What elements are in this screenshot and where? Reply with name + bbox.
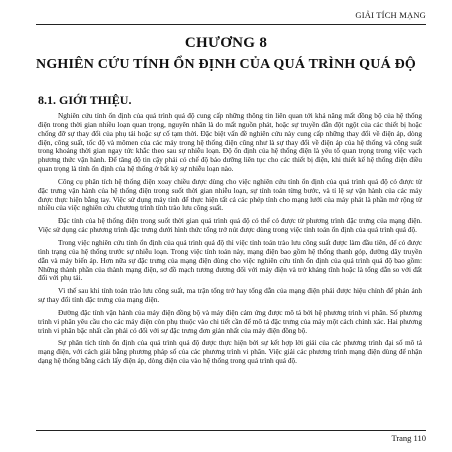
section-heading: 8.1. GIỚI THIỆU. [38,93,132,107]
page-number: Trang 110 [391,433,426,443]
body-text [38,112,422,370]
paragraph-7: Sự phân tích tính ổn định của quá trình quá độ được thực hiện bởi sự kết hợp lời giải của các phương trình đại số mô tả mạng điện, với cách giải bằng phương pháp số của các phương trình vi phân. Việc giải các phương trình mạng điện dùng để nhận dạng hệ thống bằng cách lấy điện áp, dòng điện của vào hệ thống trong quá trình quá độ. [38,338,422,366]
running-title: GIẢI TÍCH MẠNG [355,10,426,20]
paragraph-1: Nghiên cứu tính ổn định của quá trình quá độ cung cấp những thông tin liên quan tới khả năng mất đồng bộ của hệ thống điện trong thời gian nhiều loạn quan trọng, nguyên nhân là do mất nguồn phát, hoặc sự truyền dẫn đột ngột của các thiết bị hoặc chống đỡ sự thay đổi của phụ tải hoặc sự cố tạm thời. Đặc biệt vấn đề nghiên cứu này cung cấp những thay đổi về điện áp, dòng điện, công suất, tốc độ và mômen của các máy trong hệ thống điện cũng như là sự thay đổi về điện áp của hệ thống và công suất trong khoảng thời gian ngay tức khắc theo sau sự nhiễu loạn. Độ ổn định của hệ thống điện là yêu tố quan trọng trong việc vạch phương thức vận hành. Để tăng độ tin cậy phải có chế độ bảo dưỡng liên tục cho các thiết bị điện, khi thiết kế hệ thống điện điều quan trọng là tính ổn định của hệ thống ở bất kỳ sự nhiễu loạn nào. [38,111,422,174]
paragraph-2: Công cụ phân tích hệ thống điện xoay chiều được dùng cho việc nghiên cứu tính ổn định của quá trình quá độ có được từ đặc trưng vận hành của hệ thống điện trong suốt thời gian nhiễu loạn, sự tính toán từng bước, và tỉ lệ sự vận hành của các máy được thực hiện bằng tay. Việc sử dụng máy tính để thực hiện tất cả các phép tính cho mạng lưới của máy phát là phần mở rộng từ nhiều của việc nghiên cứu chương trình tính trào lưu công suất. [38,176,422,213]
paragraph-3: Đặc tính của hệ thống điện trong suốt thời gian quá trình quá độ có thể có được từ phương trình đặc trưng của mạng điện. Việc sử dụng các phương trình đặc trưng dưới hình thức tổng trở nút được dùng trong việc tính toán ổn định của quá trình quá độ. [38,216,422,235]
chapter-title: NGHIÊN CỨU TÍNH ỔN ĐỊNH CỦA QUÁ TRÌNH QUÁ ĐỘ [36,57,416,72]
running-header [36,6,426,25]
paragraph-6: Đường đặc tính vận hành của máy điện đồng bộ và máy điện cảm ứng được mô tả bởi hệ phương trình vi phân. Số phương trình vi phân yêu cầu cho các máy điện còn phụ thuộc vào chi tiết cần để mô tả đặc trưng của máy một cách chính xác. Hai phương trình vi phân bậc nhất cần phải có đối với sự đặc trưng đơn giản nhất của máy điện đồng bộ. [38,307,422,335]
chapter-heading [0,34,452,73]
paragraph-5: Vì thế sau khi tính toán trào lưu công suất, ma trận tổng trở hay tổng dẫn của mạng điện phải được hiệu chỉnh để phản ánh sự thay đổi tính đặc trưng của mạng điện. [38,286,422,305]
page-footer [36,430,426,445]
paragraph-4: Trong việc nghiên cứu tính ổn định của quá trình quá độ thì việc tính toán trào lưu công suất được làm đầu tiên, để có được tình trạng của hệ thống trước sự nhiễu loạn. Trong việc tính toán này, mạng điện bao gồm hệ thống thanh góp, đường dây truyền dẫn và máy biến áp. Hơn nữa sự đặc trưng của mạng điện dùng cho việc nghiên cứu tính ổn định của quá trình quá độ bao gồm: Những thành phần của thành mạng điện, sơ đồ mạch tương đương đối với máy điện và trở kháng tĩnh hoặc là tổng dẫn so với đất đối với phụ tải. [38,237,422,283]
chapter-number: CHƯƠNG 8 [184,35,268,51]
